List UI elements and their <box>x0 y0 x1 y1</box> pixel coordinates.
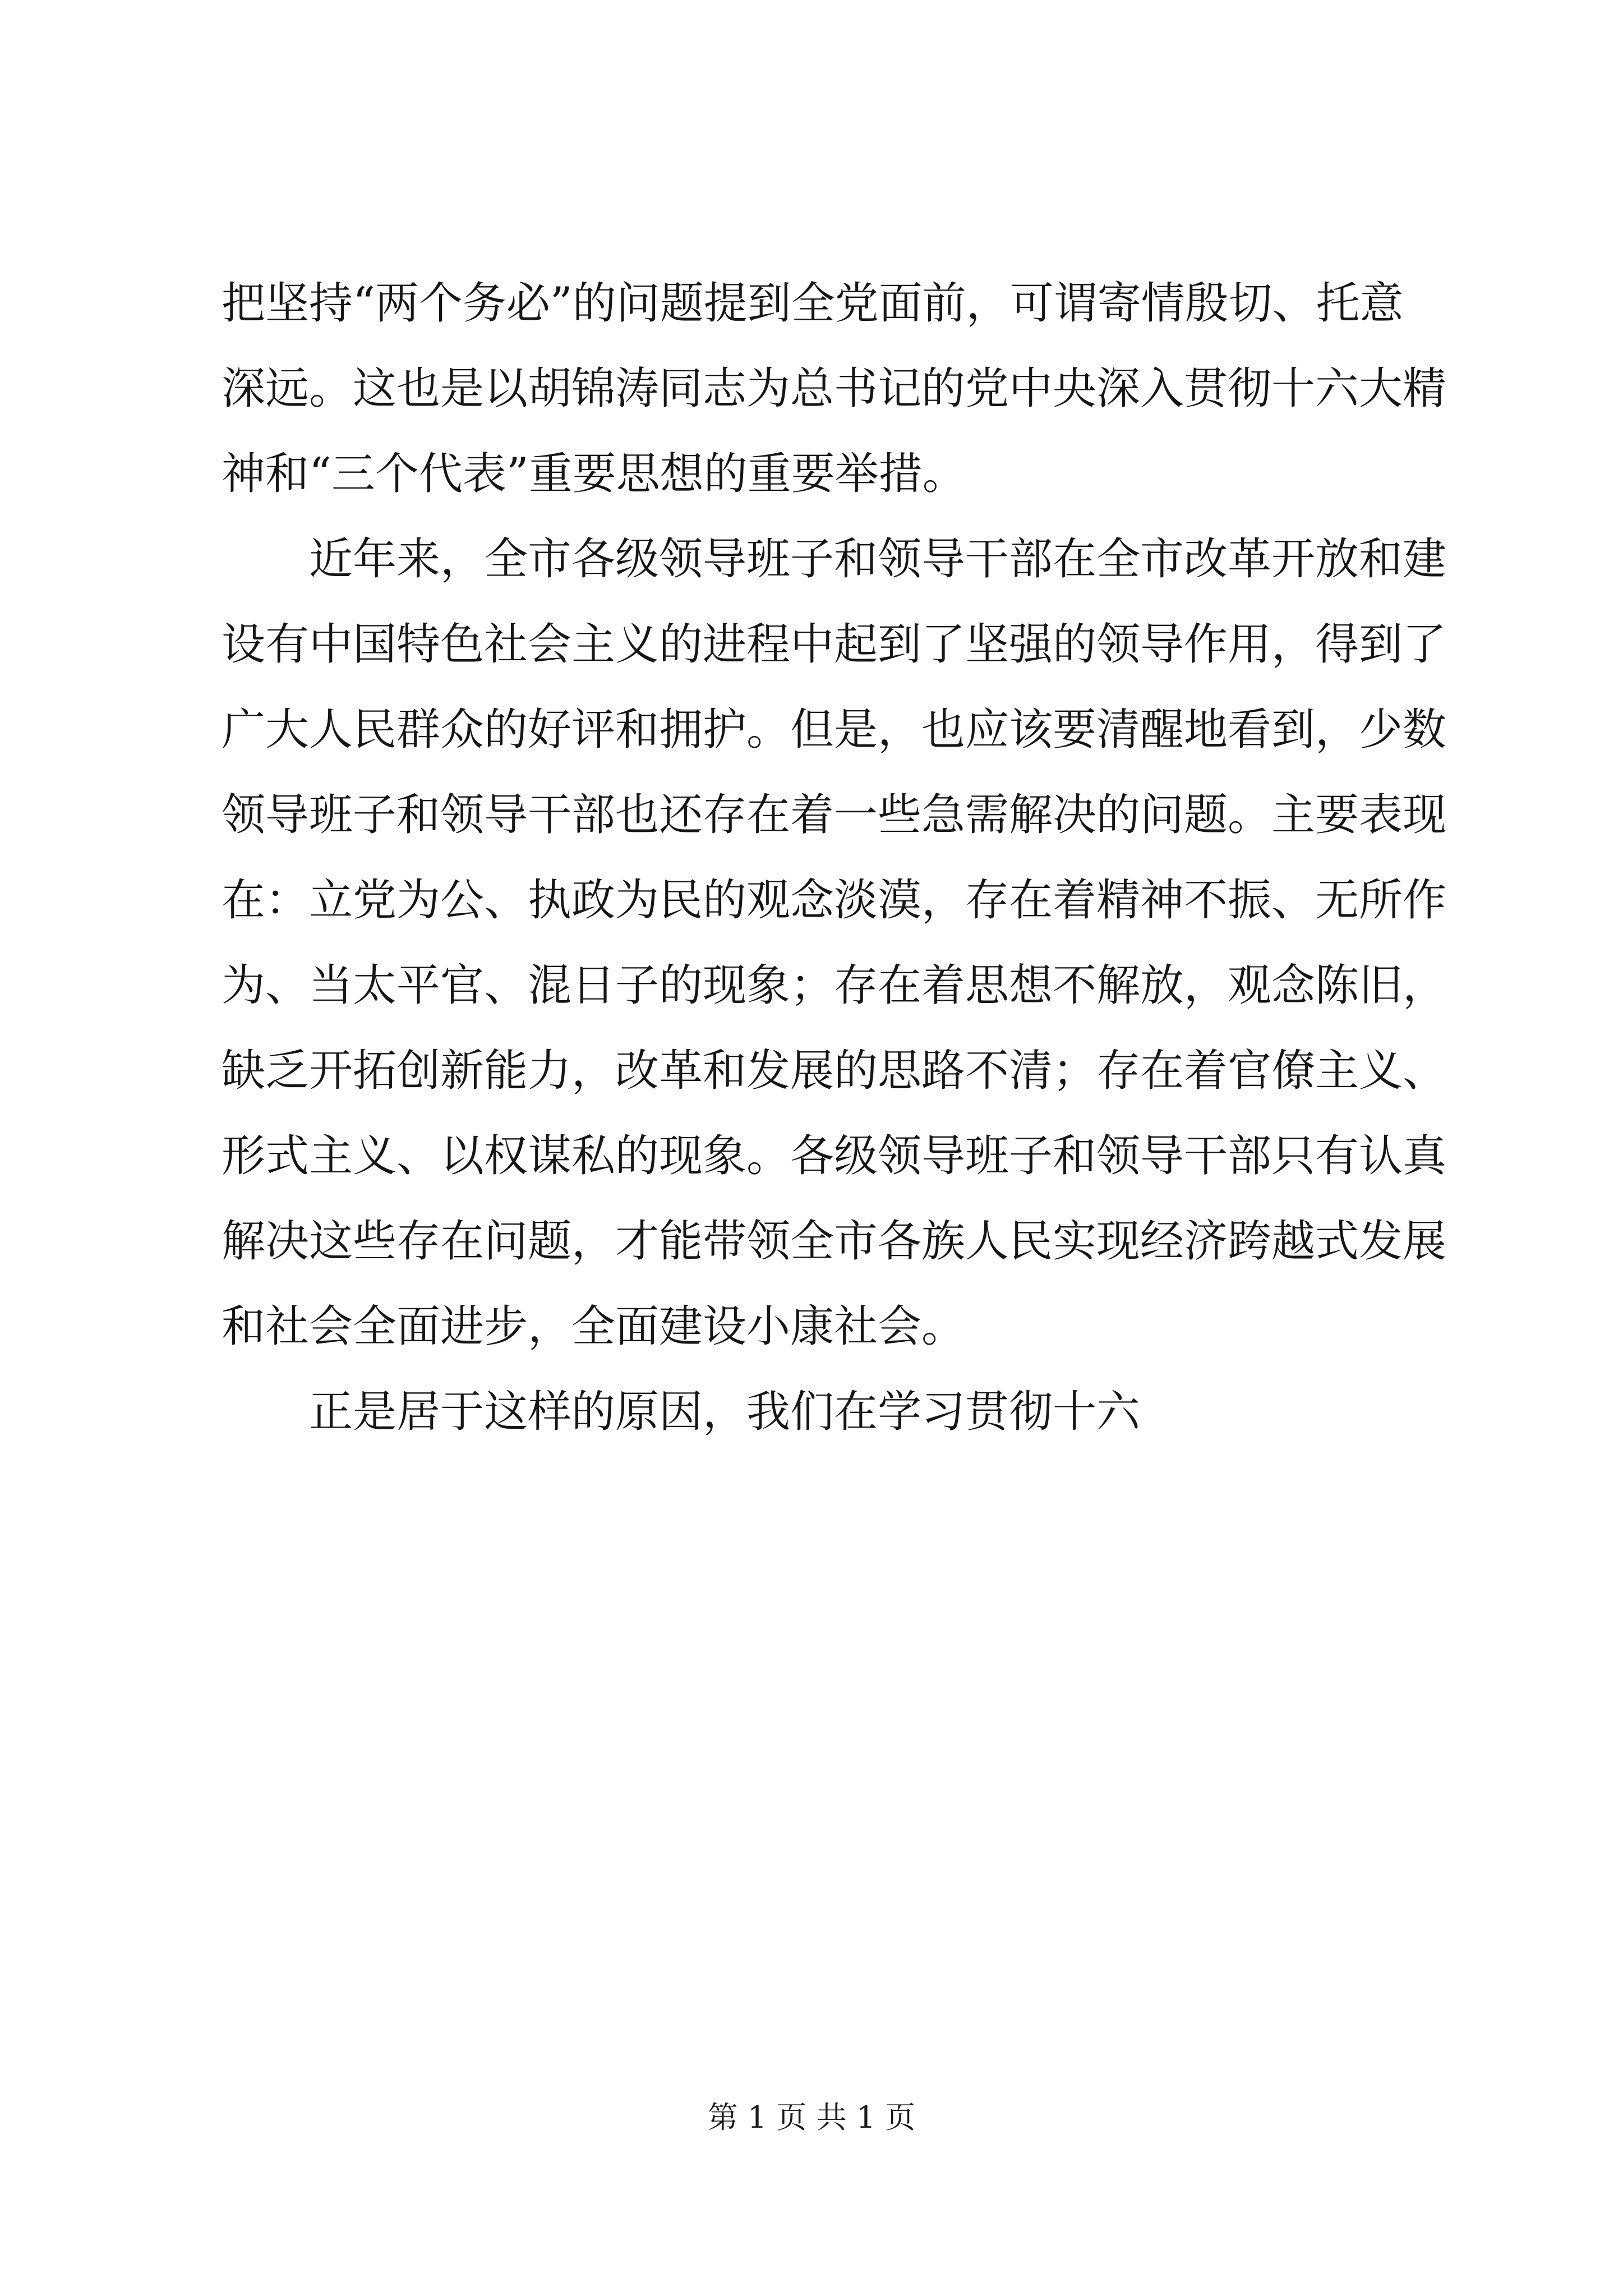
text-line: 为、当太平官、混日子的现象；存在着思想不解放，观念陈旧， <box>222 960 1447 1011</box>
text-line: 深远。这也是以胡锦涛同志为总书记的党中央深入贯彻十六大精 <box>222 364 1447 414</box>
paragraph-2 <box>222 517 1447 1369</box>
text-line: 正是居于这样的原因，我们在学习贯彻十六 <box>309 1387 1141 1437</box>
paragraph-1 <box>222 261 1447 517</box>
text-line: 神和“三个代表”重要思想的重要举措。 <box>222 449 966 499</box>
text-line: 近年来，全市各级领导班子和领导干部在全市改革开放和建 <box>309 534 1447 585</box>
paragraph-3 <box>222 1369 1402 1455</box>
text-line: 广大人民群众的好评和拥护。但是，也应该要清醒地看到，少数 <box>222 705 1447 755</box>
text-line: 缺乏开拓创新能力，改革和发展的思路不清；存在着官僚主义、 <box>222 1046 1447 1096</box>
text-line: 领导班子和领导干部也还存在着一些急需解决的问题。主要表现 <box>222 790 1447 840</box>
text-line: 设有中国特色社会主义的进程中起到了坚强的领导作用，得到了 <box>222 619 1447 670</box>
text-line: 和社会全面进步，全面建设小康社会。 <box>222 1301 966 1352</box>
text-line: 把坚持“两个务必”的问题提到全党面前，可谓寄情殷切、托意 <box>222 278 1404 329</box>
page-number-footer: 第 1 页 共 1 页 <box>707 2100 916 2135</box>
text-line: 解决这些存在问题，才能带领全市各族人民实现经济跨越式发展 <box>222 1216 1447 1267</box>
text-line: 在：立党为公、执政为民的观念淡漠，存在着精神不振、无所作 <box>222 875 1447 926</box>
document-body <box>222 261 1447 1455</box>
text-line: 形式主义、以权谋私的现象。各级领导班子和领导干部只有认真 <box>222 1131 1447 1181</box>
